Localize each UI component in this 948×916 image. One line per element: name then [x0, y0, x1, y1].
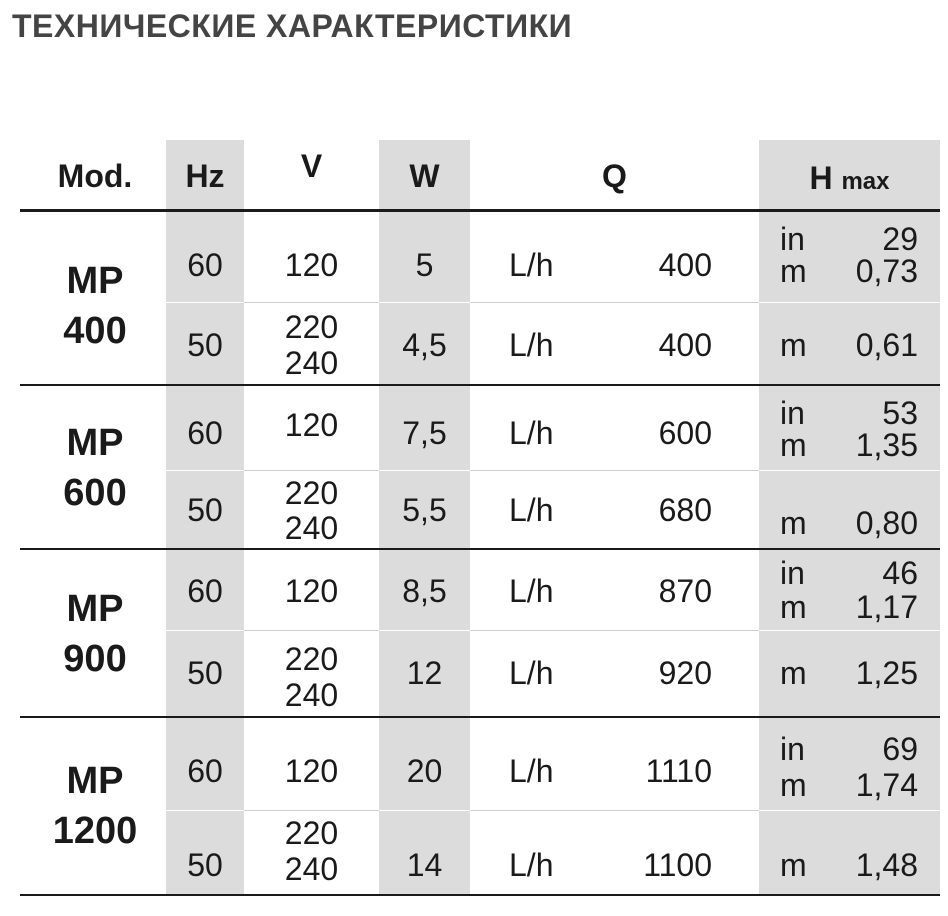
model-line1: MP	[66, 422, 124, 464]
cell-h-value: 0,73	[855, 253, 918, 289]
cell-q: 400	[658, 327, 712, 363]
cell-h-value: 0,61	[855, 327, 918, 363]
cell-h-value: 1,25	[855, 655, 918, 691]
model-line2: 1200	[52, 810, 138, 852]
cell-h-unit: in	[780, 731, 805, 767]
cell-q-unit: L/h	[509, 573, 554, 609]
cell-h-value: 46	[882, 555, 918, 591]
cell-q: 1110	[645, 753, 712, 789]
cell-h-unit: in	[780, 395, 805, 431]
model-line2: 400	[63, 310, 127, 352]
cell-h-value: 1,48	[855, 847, 918, 883]
cell-h-value: 53	[882, 395, 918, 431]
group-rule-2	[20, 548, 940, 550]
cell-q-unit: L/h	[509, 847, 554, 883]
model-line1: MP	[66, 760, 124, 802]
model-line2: 900	[63, 638, 127, 680]
model-name	[20, 584, 170, 684]
header-v: V	[300, 148, 323, 184]
subrow-rule-light	[244, 810, 379, 811]
cell-v: 240	[284, 345, 339, 381]
cell-hz: 50	[187, 492, 223, 528]
header-w: W	[409, 158, 440, 194]
subrow-rule-light	[470, 630, 759, 631]
cell-h-value: 69	[882, 731, 918, 767]
model-line2: 600	[63, 472, 127, 514]
cell-w: 4,5	[402, 327, 447, 363]
page-title: ТЕХНИЧЕСКИЕ ХАРАКТЕРИСТИКИ	[12, 8, 573, 44]
cell-h-value: 1,74	[855, 767, 918, 803]
group-rule-3	[20, 716, 940, 718]
cell-h-unit: m	[780, 253, 807, 289]
cell-v: 220	[284, 815, 339, 851]
cell-hz: 50	[187, 847, 223, 883]
cell-w: 14	[406, 847, 443, 883]
cell-v: 220	[284, 309, 339, 345]
header-q: Q	[602, 158, 627, 194]
cell-q-unit: L/h	[509, 327, 554, 363]
cell-h-unit: m	[780, 655, 807, 691]
subrow-rule-light	[244, 630, 379, 631]
cell-w: 20	[406, 753, 443, 789]
cell-h-value: 1,35	[855, 427, 918, 463]
cell-w: 5	[415, 247, 434, 283]
cell-h-unit: m	[780, 767, 807, 803]
cell-q: 870	[658, 573, 712, 609]
cell-h-value: 1,17	[855, 589, 918, 625]
cell-hz: 60	[187, 753, 223, 789]
cell-v: 120	[284, 247, 339, 283]
header-hmax-h: H	[809, 160, 833, 196]
model-name	[20, 418, 170, 518]
cell-v: 240	[284, 677, 339, 713]
cell-h-unit: m	[780, 505, 807, 541]
cell-h-unit: m	[780, 327, 807, 363]
cell-q-unit: L/h	[509, 492, 554, 528]
header-hmax-max: max	[841, 168, 890, 195]
cell-v: 120	[284, 407, 339, 443]
header-hmax	[759, 160, 940, 197]
cell-h-value: 0,80	[855, 505, 918, 541]
cell-hz: 60	[187, 573, 223, 609]
subrow-rule-light	[244, 302, 379, 303]
header-rule	[20, 209, 940, 212]
cell-hz: 60	[187, 415, 223, 451]
cell-w: 12	[406, 655, 443, 691]
cell-h-unit: m	[780, 847, 807, 883]
model-name	[20, 756, 170, 856]
cell-q: 1100	[643, 847, 712, 883]
cell-q: 920	[658, 655, 712, 691]
model-name	[20, 256, 170, 356]
model-line1: MP	[66, 588, 124, 630]
cell-h-unit: in	[780, 555, 805, 591]
subrow-rule-light	[244, 470, 379, 471]
group-rule-1	[20, 384, 940, 386]
cell-v: 120	[284, 573, 339, 609]
header-hz: Hz	[185, 158, 225, 194]
bottom-rule	[20, 894, 940, 896]
header-mod: Mod.	[57, 158, 133, 194]
cell-q-unit: L/h	[509, 247, 554, 283]
cell-q-unit: L/h	[509, 655, 554, 691]
cell-q-unit: L/h	[509, 415, 554, 451]
cell-hz: 50	[187, 655, 223, 691]
cell-hz: 50	[187, 327, 223, 363]
subrow-rule-light	[470, 470, 759, 471]
cell-v: 220	[284, 641, 339, 677]
cell-q: 600	[658, 415, 712, 451]
cell-h-unit: in	[780, 221, 805, 257]
subrow-rule-light	[470, 810, 759, 811]
cell-w: 8,5	[402, 573, 447, 609]
cell-w: 7,5	[402, 415, 447, 451]
cell-h-unit: m	[780, 427, 807, 463]
cell-v: 240	[284, 510, 339, 546]
cell-v: 240	[284, 851, 339, 887]
cell-h-value: 29	[882, 221, 918, 257]
cell-q: 400	[658, 247, 712, 283]
cell-hz: 60	[187, 247, 223, 283]
subrow-rule-light	[470, 302, 759, 303]
cell-v: 220	[284, 475, 339, 511]
cell-w: 5,5	[402, 492, 447, 528]
model-line1: MP	[66, 260, 124, 302]
cell-q: 680	[658, 492, 712, 528]
cell-h-unit: m	[780, 589, 807, 625]
cell-v: 120	[284, 753, 339, 789]
cell-q-unit: L/h	[509, 753, 554, 789]
